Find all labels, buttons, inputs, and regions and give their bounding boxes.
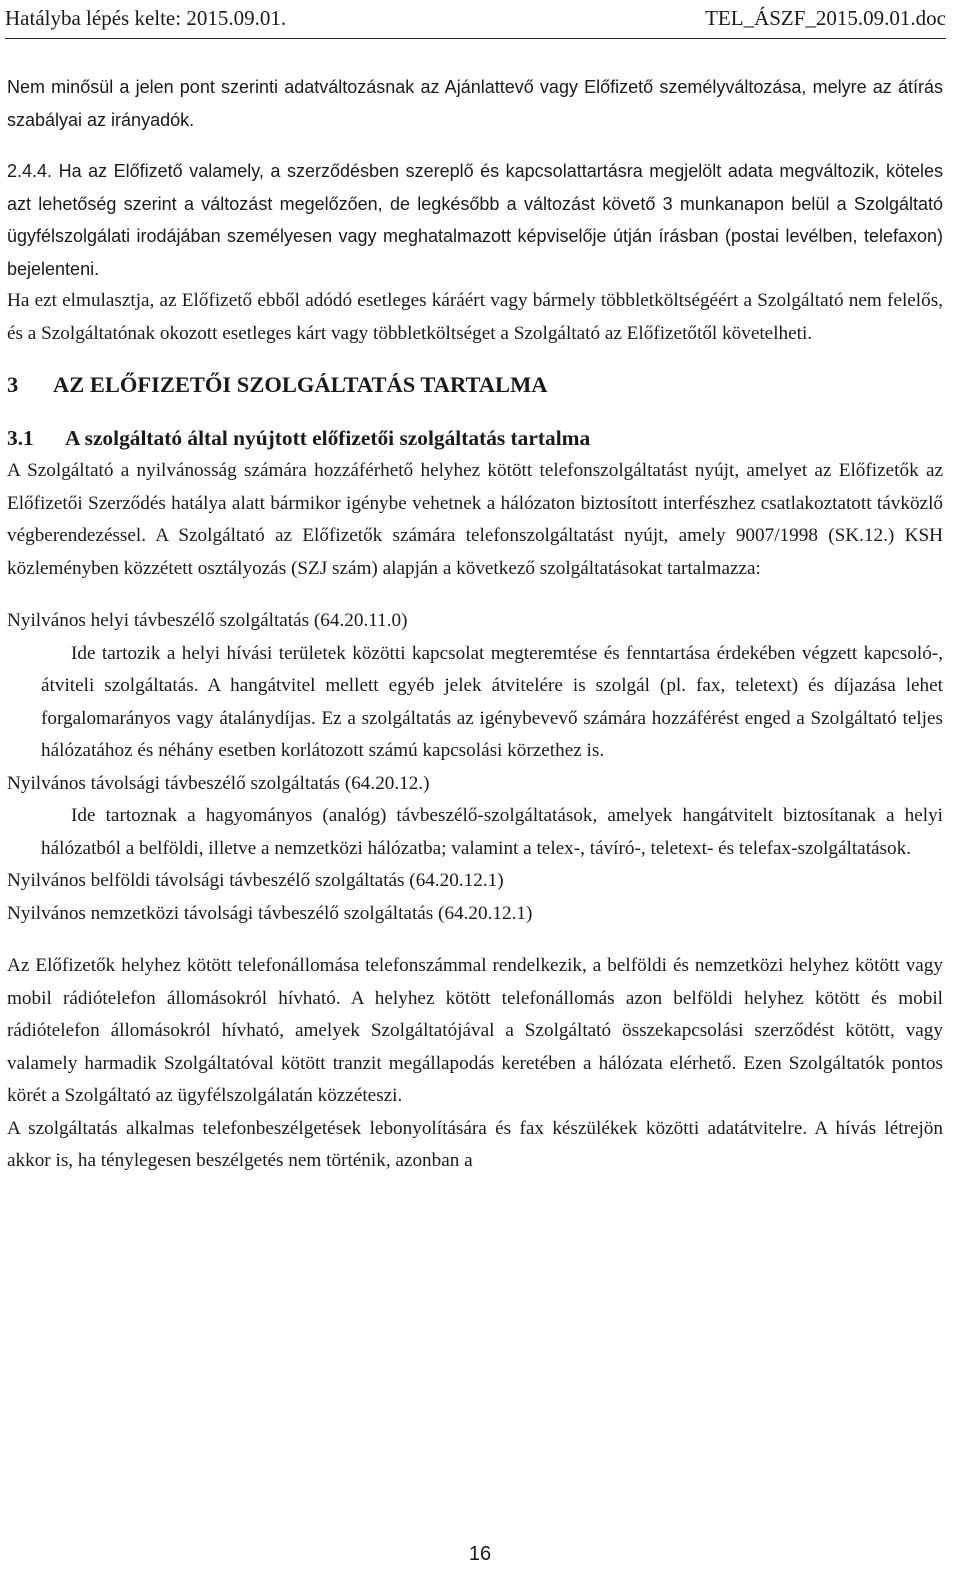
spacer [7, 350, 943, 369]
section-number: 2.4.4. [7, 161, 53, 181]
service-item-description: Ide tartoznak a hagyományos (analóg) távbeszélő-szolgáltatások, amelyek hangátvitelt biztosítanak a helyi hálózatból a belföldi, illetve a nemzetközi hálózatba; valamint a telex-, távíró-, teletext- és telefax-szolgáltatások. [41, 805, 943, 859]
service-item-title: Nyilvános távolsági távbeszélő szolgáltatás (64.20.12.) [7, 772, 430, 794]
spacer [7, 930, 943, 950]
service-item-title: Nyilvános nemzetközi távolsági távbeszélő szolgáltatás (64.20.12.1) [7, 902, 533, 924]
heading-section-3-1 [7, 421, 943, 455]
paragraph-service-suitability: A szolgáltatás alkalmas telefonbeszélgetések lebonyolítására és fax készülékek közötti adatátvitelre. A hívás létrejön akkor is, ha ténylegesen beszélgetés nem történik, azonban a [7, 1117, 943, 1171]
spacer [7, 585, 943, 605]
document-body [7, 71, 943, 1178]
section-text: Ha az Előfizető valamely, a szerződésben szereplő és kapcsolattartásra megjelölt adata megváltozik, köteles azt lehetőség szerint a változást megelőzően, de legkésőbb a változást követő 3 munkanapon belül a Szolgáltató ügyfélszolgálati irodájában személyesen vagy meghatalmazott képviselője útján írásban (postai levélben, telefaxon) bejelenteni. [7, 161, 943, 279]
paragraph-telephone-station: Az Előfizetők helyhez kötött telefonállomása telefonszámmal rendelkezik, a belföldi és nemzetközi helyhez kötött vagy mobil rádiótelefon állomásokról hívható. A helyhez kötött telefonállomás azon belföldi helyhez kötött és mobil rádiótelefon állomásokról hívható, amelyek Szolgáltatójával a Szolgáltató összekapcsolási szerződést kötött, vagy valamely harmadik Szolgáltatóval kötött tranzit megállapodás keretében a hálózata elérhető. Ezen Szolgáltatók pontos körét a Szolgáltató az ügyfélszolgálatán közzéteszi. [7, 955, 943, 1106]
page-number: 16 [468, 1543, 492, 1565]
section-2-4-4 [7, 155, 943, 285]
header-document-filename: TEL_ÁSZF_2015.09.01.doc [705, 6, 946, 30]
heading-number: 3 [7, 372, 19, 397]
heading-title: A szolgáltató által nyújtott előfizetői szolgáltatás tartalma [65, 426, 591, 450]
heading-number: 3.1 [7, 426, 34, 450]
paragraph-service-description: A Szolgáltató a nyilvánosság számára hozzáférhető helyhez kötött telefonszolgáltatást nyújt, amelyet az Előfizetők az Előfizetői Szerződés hatálya alatt bármikor igénybe vehetnek a hálózaton biztosított interfészhez csatlakoztatott távközlő végberendezéssel. A Szolgáltató az Előfizetők számára telefonszolgáltatást nyújt, amely 9007/1998 (SK.12.) KSH közleményben közzétett osztályozás (SZJ szám) alapján a következő szolgáltatásokat tartalmazza: [7, 460, 943, 579]
spacer [7, 401, 943, 421]
header-effective-date: Hatályba lépés kelte: 2015.09.01. [5, 6, 287, 30]
page-header [5, 4, 946, 39]
paragraph-liability: Ha ezt elmulasztja, az Előfizető ebből adódó esetleges káráért vagy bármely többletköltségéért a Szolgáltató nem felelős, és a Szolgáltatónak okozott esetleges kárt vagy többletköltséget a Szolgáltató az Előfizetőtől követelheti. [7, 290, 943, 344]
heading-title: AZ ELŐFIZETŐI SZOLGÁLTATÁS TARTALMA [53, 372, 548, 397]
spacer [7, 136, 943, 155]
service-item-title: Nyilvános belföldi távolsági távbeszélő szolgáltatás (64.20.12.1) [7, 870, 504, 891]
service-item-description: Ide tartozik a helyi hívási területek közötti kapcsolat megteremtése és fenntartása érdekében végzett kapcsoló-, átviteli szolgáltatás. A hangátvitel mellett egyéb jelek átvitelére is szolgál (pl. fax, teletext) és díjazása lehet forgalomarányos vagy átalánydíjas. Ez a szolgáltatás az igénybevevő számára hozzáférést enged a Szolgáltató teljes hálózatához és néhány esetben korlátozott számú kapcsolási körzethez is. [41, 642, 943, 761]
heading-section-3 [7, 369, 943, 401]
service-item-title: Nyilvános helyi távbeszélő szolgáltatás (64.20.11.0) [7, 610, 408, 631]
paragraph-data-change-exception: Nem minősül a jelen pont szerinti adatváltozásnak az Ajánlattevő vagy Előfizető személyváltozása, melyre az átírás szabályai az irányadók. [7, 77, 943, 130]
